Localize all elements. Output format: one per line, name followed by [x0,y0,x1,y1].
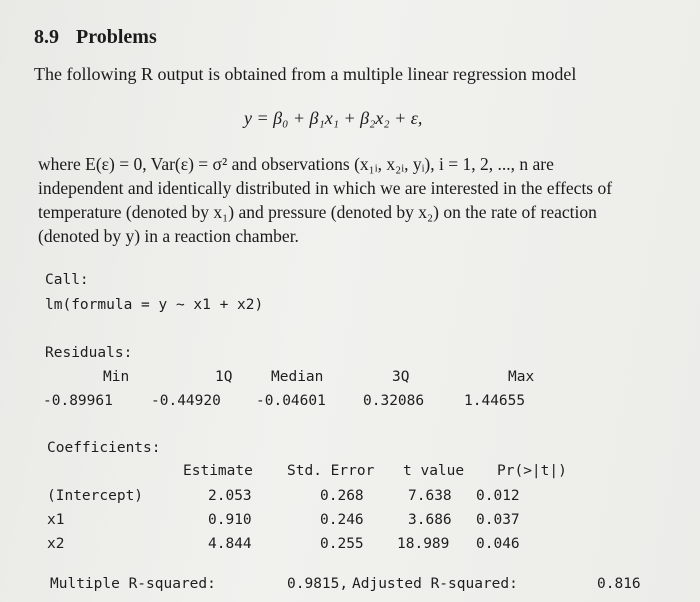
regression-equation: y = β₀ + β₁x₁ + β₂x₂ + ε, [244,108,423,128]
adj-r-squared-label: Adjusted R-squared: [352,576,518,592]
adj-r-squared-value: 0.816 [597,576,641,592]
residual-header: 3Q [392,369,410,385]
description-line: independent and identically distributed in which we are interested in the effects of [38,178,613,198]
coef-header: t value [403,463,465,479]
residual-header: 1Q [215,369,233,385]
residual-value: 1.44655 [464,393,526,409]
coef-std-error: 0.268 [320,488,364,504]
residuals-label: Residuals: [45,345,133,361]
residual-header: Median [271,369,324,385]
coef-std-error: 0.246 [320,512,364,528]
section-heading [34,26,157,49]
coef-p-value: 0.046 [476,536,520,552]
coef-row-name: x2 [47,536,65,552]
section-number: 8.9 [34,26,59,48]
coef-t-value: 3.686 [408,512,452,528]
coef-t-value: 18.989 [397,536,450,552]
coef-row-name: x1 [47,512,65,528]
coef-estimate: 4.844 [208,536,252,552]
description-line: (denoted by y) in a reaction chamber. [38,226,299,246]
coef-t-value: 7.638 [408,488,452,504]
coef-header: Std. Error [287,463,375,479]
coef-std-error: 0.255 [320,536,364,552]
intro-sentence: The following R output is obtained from a multiple linear regression model [34,64,577,84]
coef-header: Estimate [183,463,253,479]
r-squared-value: 0.9815, [287,576,349,592]
coef-estimate: 0.910 [208,512,252,528]
coefficients-label: Coefficients: [47,440,161,456]
residual-value: -0.04601 [256,393,326,409]
description-line: where E(ε) = 0, Var(ε) = σ² and observations (x₁ᵢ, x₂ᵢ, yᵢ), i = 1, 2, ..., n are [38,154,554,174]
r-squared-label: Multiple R-squared: [50,576,216,592]
description-line: temperature (denoted by x₁) and pressure (denoted by x₂) on the rate of reaction [38,202,597,222]
coef-row-name: (Intercept) [47,488,144,504]
residual-value: 0.32086 [363,393,425,409]
coef-p-value: 0.037 [476,512,520,528]
residual-header: Max [508,369,535,385]
coef-p-value: 0.012 [476,488,520,504]
model-description [38,152,678,248]
coef-header: Pr(>|t|) [497,463,567,479]
call-formula: lm(formula = y ~ x1 + x2) [45,297,264,313]
residual-value: -0.89961 [43,393,113,409]
call-label: Call: [45,272,89,288]
residual-header: Min [103,369,130,385]
coef-estimate: 2.053 [208,488,252,504]
residual-value: -0.44920 [151,393,221,409]
section-title: Problems [76,26,157,48]
